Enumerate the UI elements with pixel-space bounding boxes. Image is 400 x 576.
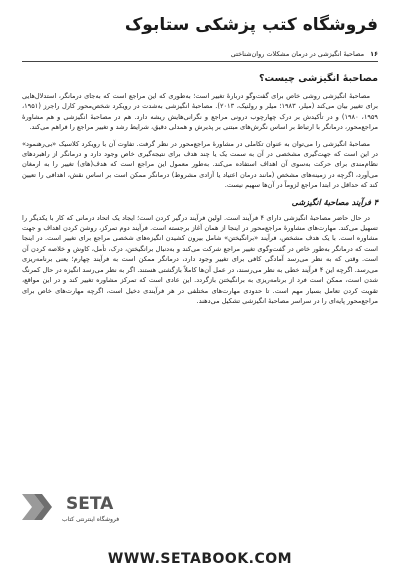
footer-url[interactable]: WWW.SETABOOK.COM (107, 551, 293, 567)
logo-caption: فروشگاه اینترنتی کتاب (62, 516, 120, 523)
paragraph: در حال حاضر مصاحبهٔ انگیزشی دارای ۴ فرآیند است. اولین فرآیند درگیر کردن است؛ ایجاد یک اتحاد درمانی که کار با یکدیگر را تسهیل می‌کند. مهارت‌های مشاورهٔ مراجع‌محور در اینجا از همان آغاز برجسته است. فرآیند دوم تمرکز، روشن کردن اهداف و جهت مشاوره است. با یک هدف مشخص، فرآیند «برانگیختن» شامل بیرون کشیدن انگیزه‌های شخصی مراجع برای تغییر است. در اینجا است که درمانگر به‌طور خاص در گفت‌وگوی تغییر مراجع شرکت می‌کند و به‌دنبال برانگیختن، درک، تأمل، کاوش و خلاصه کردن آن است. وقتی که به نظر می‌رسد آمادگی کافی برای تغییر وجود دارد، درمانگر ممکن است به فرآیند چهارم؛ یعنی برنامه‌ریزی می‌رسد. اگرچه این ۴ فرآیند خطی به نظر می‌رسند، در عمل آن‌ها کاملاً بازگشتی هستند. اگر به نظر می‌رسد انگیزه در حال کمرنگ شدن است، ممکن است فرد از برنامه‌ریزی به برانگیختن بازگردد. این عادی است که تمرکز مشاوره تغییر کند و در این مواقع، تقویت کردن تعامل بسیار مهم است. تا حدودی مهارت‌های مختلفی در هر فرآیندی دخیل است، اگرچه مهارت‌های خاص برای مراجع‌محور پایه‌ای را در سراسر مصاحبهٔ انگیزشی تشکیل می‌دهند. (22, 213, 378, 305)
subsection-heading: ۴ فرآیند مصاحبهٔ انگیزشی (291, 197, 378, 207)
page-number: ۱۶ (370, 50, 378, 58)
logo-mark-icon (20, 490, 64, 524)
section-heading: مصاحبهٔ انگیزشی چیست؟ (259, 73, 378, 84)
setabook-logo (20, 490, 140, 530)
page-body (22, 70, 378, 312)
header-rule (22, 61, 378, 62)
paragraph: مصاحبهٔ انگیزشی را می‌توان به عنوان تکاملی در مشاورهٔ مراجع‌محور در نظر گرفت. تفاوت آن با رویکرد کلاسیک «بی‌رهنمود» در این است که جهت‌گیری مشخصی در آن به سمت یک یا چند هدف برای نتیجه‌گیری خاص وجود دارد و درمانگر از راهبردهای نظام‌مندی برای حرکت به‌سوی آن اهداف استفاده می‌کند. به‌طور معمول این مراجع است که هدف(های) تغییر را به ارمغان می‌آورد، اگرچه در زمینه‌های مشخص (مانند درمان اعتیاد یا آزادی مشروط) درمانگر ممکن است بر اساس نقش، اهدافی را تعیین کند که حداقل در ابتدا مراجع لزوماً در آن‌ها سهیم نیست. (22, 139, 378, 190)
logo-word: SETA (66, 494, 114, 514)
running-header (22, 50, 378, 59)
store-title: فروشگاه کتب پزشکی ستابوک (124, 15, 378, 35)
running-header-text: مصاحبهٔ انگیزشی در درمان مشکلات روان‌شناختی (230, 50, 365, 58)
paragraph: مصاحبهٔ انگیزشی روشی خاص برای گفت‌وگو دربارهٔ تغییر است؛ به‌طوری که این مراجع است که به‌جای درمانگر، استدلال‌هایی برای تغییر بیان می‌کند (میلر، ۱۹۸۳؛ میلر و رولنیک، ۲۰۱۳). مصاحبهٔ انگیزشی به‌شدت در رویکرد شخص‌محور کارل راجرز (۱۹۵۱، ۱۹۵۹، ۱۹۸۰) و در تأکیدش بر درک چهارچوب درونی مراجع و نگرانی‌هایش ریشه دارد. هم در مصاحبهٔ انگیزشی و هم مشاورهٔ مراجع‌محور، درمانگر با ارتباط بر اساس نگرش‌های مبتنی بر پذیرش و همدلی دقیق، شرایط رشد و تغییر مراجع را فراهم می‌کند. (22, 92, 378, 132)
